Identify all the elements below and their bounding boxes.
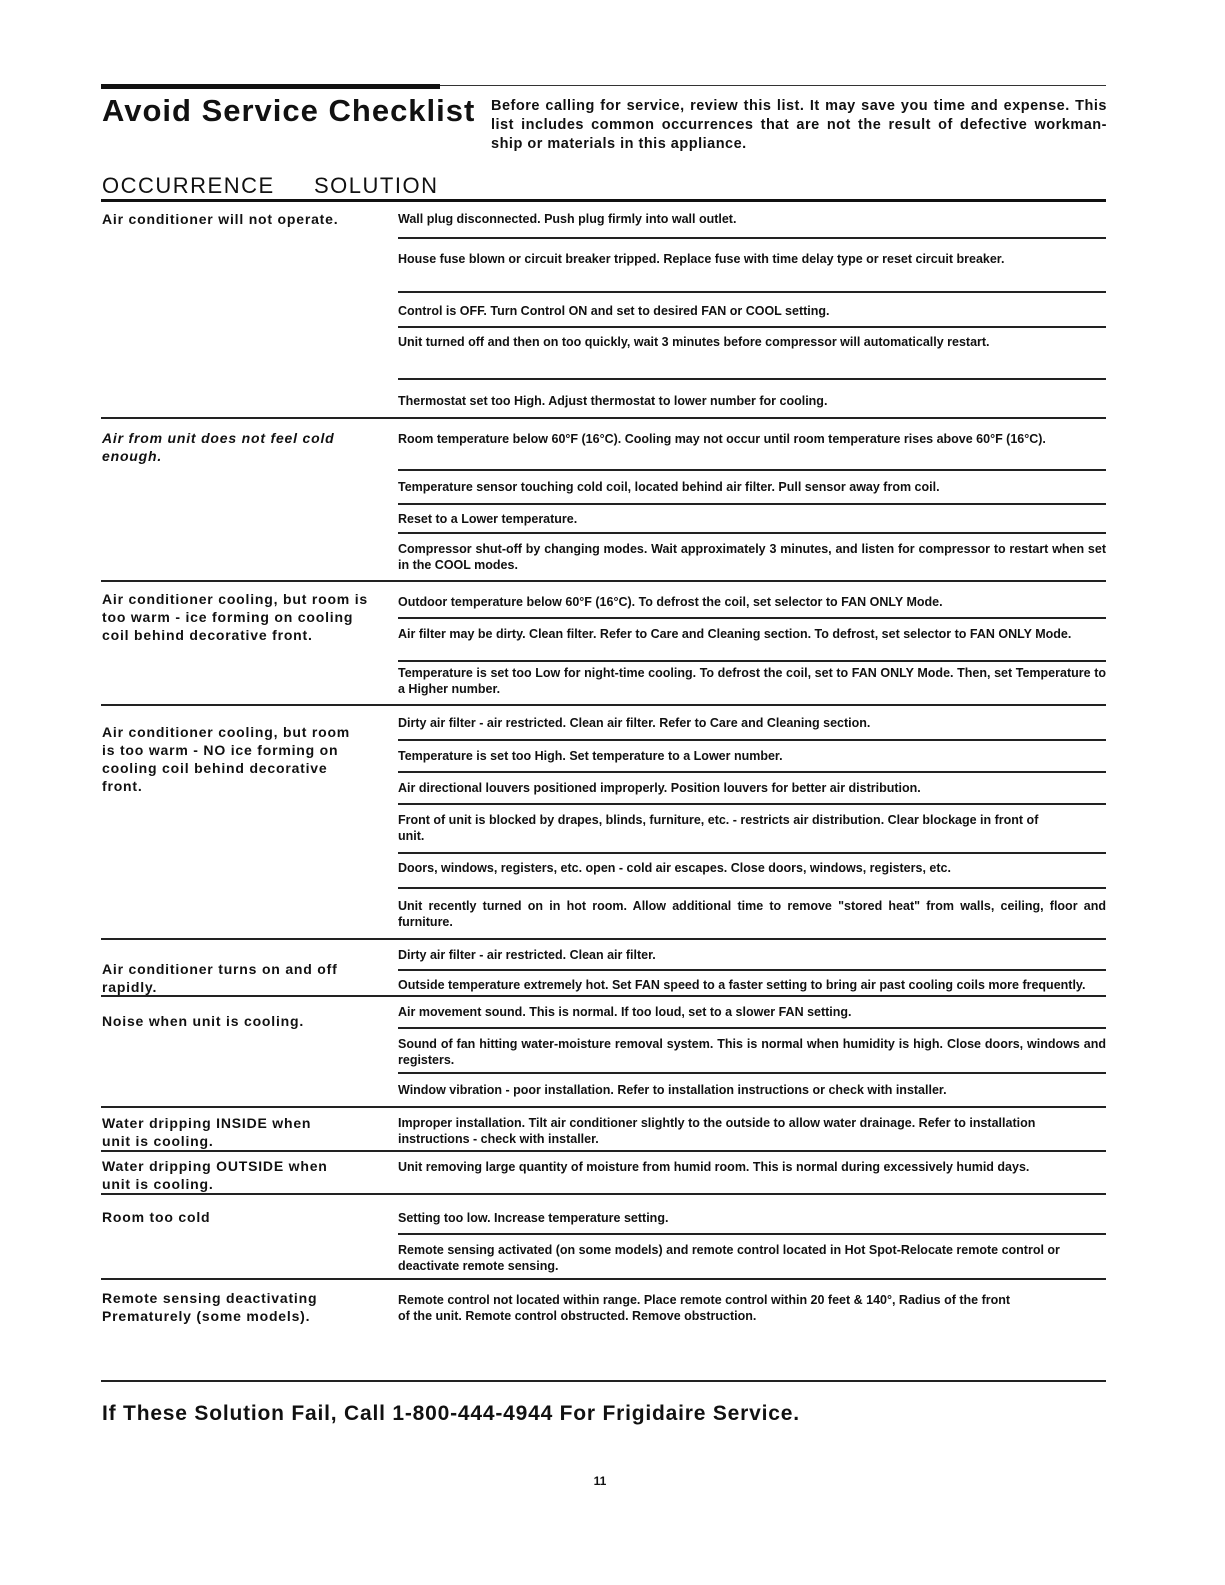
solution-item: Air filter may be dirty. Clean filter. Refer to Care and Cleaning section. To defrost, set selector to FAN ONLY Mode. — [398, 627, 1072, 641]
solution-item: Remote sensing activated (on some models) and remote control located in Hot Spot-Relocate remote control or deactivate remote sensing. — [398, 1243, 1060, 1273]
occurrence-column-heading: OCCURRENCE — [102, 173, 275, 198]
page-number: 11 — [593, 1474, 607, 1488]
bottom-rule — [101, 1380, 1106, 1382]
solution-divider — [398, 739, 1106, 741]
solution-item: Setting too low. Increase temperature setting. — [398, 1211, 669, 1225]
solution-item: House fuse blown or circuit breaker tripped. Replace fuse with time delay type or reset circuit breaker. — [398, 252, 1005, 266]
occurrence-remote-sensing: Remote sensing deactivating Prematurely (some models). — [102, 1290, 318, 1324]
column-heading-rule — [101, 199, 1106, 202]
solution-divider — [398, 852, 1106, 854]
solution-item: Outside temperature extremely hot. Set FAN speed to a faster setting to bring air past cooling coils more frequently. — [398, 978, 1086, 992]
solution-item: Unit removing large quantity of moisture from humid room. This is normal during excessively humid days. — [398, 1160, 1030, 1174]
solution-item: Reset to a Lower temperature. — [398, 512, 578, 526]
occurrence-turns-on-off: Air conditioner turns on and off rapidly. — [102, 961, 338, 995]
header-rule-thick — [101, 84, 440, 89]
solution-divider — [398, 532, 1106, 534]
solution-divider — [398, 1233, 1106, 1235]
occurrence-not-operate: Air conditioner will not operate. — [102, 211, 339, 227]
solution-item: Dirty air filter - air restricted. Clean air filter. Refer to Care and Cleaning section. — [398, 716, 871, 730]
solution-item: Control is OFF. Turn Control ON and set to desired FAN or COOL setting. — [398, 304, 830, 318]
solution-divider — [398, 803, 1106, 805]
solution-divider — [398, 617, 1106, 619]
occurrence-room-too-cold: Room too cold — [102, 1209, 211, 1225]
intro-paragraph: Before calling for service, review this list. It may save you time and expense. This list includes common occurrences that are not the result of defective workman- ship or materials in this appliance. — [491, 98, 1107, 152]
solution-divider — [398, 1072, 1106, 1074]
occurrence-dripping-inside: Water dripping INSIDE when unit is cooling. — [102, 1115, 312, 1149]
solution-divider — [398, 237, 1106, 239]
group-divider — [101, 1106, 1106, 1108]
solution-divider — [398, 771, 1106, 773]
solution-item: Unit recently turned on in hot room. Allow additional time to remove "stored heat" from walls, ceiling, floor and furniture. — [398, 899, 1106, 929]
solution-item: Remote control not located within range. Place remote control within 20 feet & 140°, Radius of the front of the unit. Remote control obstructed. Remove obstruction. — [398, 1293, 1011, 1323]
page-title: Avoid Service Checklist — [102, 93, 476, 128]
solution-divider — [398, 503, 1106, 505]
group-divider — [101, 704, 1106, 706]
solution-item: Sound of fan hitting water-moisture removal system. This is normal when humidity is high. Close doors, windows and registers. — [398, 1037, 1106, 1067]
group-divider — [101, 580, 1106, 582]
solution-item: Front of unit is blocked by drapes, blinds, furniture, etc. - restricts air distribution. Clear blockage in front of unit. — [398, 813, 1039, 843]
occurrence-not-cold-enough: Air from unit does not feel cold enough. — [102, 430, 335, 464]
solution-item: Dirty air filter - air restricted. Clean air filter. — [398, 948, 656, 962]
occurrence-dripping-outside: Water dripping OUTSIDE when unit is cooling. — [102, 1158, 328, 1192]
group-divider — [101, 1278, 1106, 1280]
group-divider — [101, 417, 1106, 419]
solution-divider — [398, 469, 1106, 471]
solution-item: Thermostat set too High. Adjust thermostat to lower number for cooling. — [398, 394, 828, 408]
solution-item: Temperature is set too High. Set temperature to a Lower number. — [398, 749, 783, 763]
solution-divider — [398, 326, 1106, 328]
solution-item: Improper installation. Tilt air conditioner slightly to the outside to allow water drainage. Refer to installation instructions - check with installer. — [398, 1116, 1036, 1146]
header-rule-thin — [440, 85, 1106, 86]
occurrence-no-ice: Air conditioner cooling, but room is too warm - NO ice forming on cooling coil behind decorative front. — [102, 724, 351, 794]
group-divider — [101, 938, 1106, 940]
solution-column-heading: SOLUTION — [314, 173, 439, 198]
solution-divider — [398, 291, 1106, 293]
solution-item: Unit turned off and then on too quickly, wait 3 minutes before compressor will automatically restart. — [398, 335, 990, 349]
solution-item: Air movement sound. This is normal. If too loud, set to a slower FAN setting. — [398, 1005, 852, 1019]
solution-divider — [398, 660, 1106, 662]
solution-item: Temperature is set too Low for night-time cooling. To defrost the coil, set to FAN ONLY Mode. Then, set Temperature to a Higher number. — [398, 666, 1106, 696]
solution-item: Temperature sensor touching cold coil, located behind air filter. Pull sensor away from coil. — [398, 480, 940, 494]
solution-item: Doors, windows, registers, etc. open - cold air escapes. Close doors, windows, registers, etc. — [398, 861, 951, 875]
group-divider — [101, 1150, 1106, 1152]
group-divider — [101, 1193, 1106, 1195]
solution-divider — [398, 969, 1106, 971]
solution-item: Window vibration - poor installation. Refer to installation instructions or check with installer. — [398, 1083, 947, 1097]
solution-divider — [398, 887, 1106, 889]
solution-item: Wall plug disconnected. Push plug firmly into wall outlet. — [398, 212, 737, 226]
solution-divider — [398, 378, 1106, 380]
solution-item: Air directional louvers positioned improperly. Position louvers for better air distribution. — [398, 781, 921, 795]
occurrence-ice-forming: Air conditioner cooling, but room is too warm - ice forming on cooling coil behind decorative front. — [102, 591, 369, 643]
solution-item: Room temperature below 60°F (16°C). Cooling may not occur until room temperature rises above 60°F (16°C). — [398, 432, 1046, 446]
solution-item: Compressor shut-off by changing modes. Wait approximately 3 minutes, and listen for compressor to restart when set in the COOL modes. — [398, 542, 1106, 572]
solution-item: Outdoor temperature below 60°F (16°C). To defrost the coil, set selector to FAN ONLY Mode. — [398, 595, 943, 609]
occurrence-noise: Noise when unit is cooling. — [102, 1013, 305, 1029]
service-call-footer: If These Solution Fail, Call 1-800-444-4944 For Frigidaire Service. — [102, 1402, 800, 1425]
group-divider — [101, 995, 1106, 997]
solution-divider — [398, 1027, 1106, 1029]
